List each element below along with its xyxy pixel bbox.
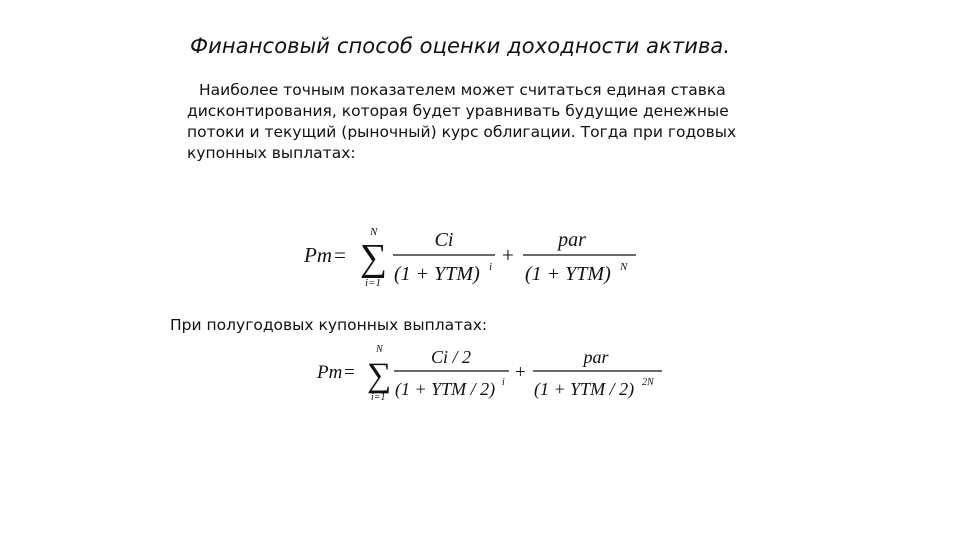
term1-numerator: Ci <box>434 229 454 251</box>
slide-title: Финансовый способ оценки доходности актива. <box>190 34 731 58</box>
term2-numerator: par <box>558 229 586 251</box>
intro-paragraph <box>187 80 777 164</box>
term2-numerator: par <box>583 347 609 367</box>
sum-lower-limit: i=1 <box>371 392 386 403</box>
sum-lower-limit: i=1 <box>365 277 381 289</box>
term1-exponent: i <box>489 261 493 273</box>
sum-upper-limit: N <box>376 344 383 355</box>
term1-denominator: (1 + YTM) <box>394 263 480 285</box>
summation-symbol: ∑ <box>360 237 388 279</box>
term2-exponent: 2N <box>642 377 654 388</box>
paragraph-line: купонных выплатах: <box>187 144 356 162</box>
formula-lhs: Pm <box>304 243 332 267</box>
paragraph-line: дисконтирования, которая будет уравнивать будущие денежные <box>187 102 729 120</box>
paragraph-line: потоки и текущий (рыночный) курс облигации. Тогда при годовых <box>187 123 737 141</box>
term2-denominator: (1 + YTM) <box>525 263 611 285</box>
annual-coupon-formula <box>290 216 660 292</box>
formula-lhs: Pm <box>317 362 343 383</box>
semiannual-heading: При полугодовых купонных выплатах: <box>170 316 488 334</box>
formula-equals: = <box>344 362 355 383</box>
formula-plus: + <box>515 362 526 383</box>
term1-numerator: Ci / 2 <box>430 347 472 367</box>
formula-plus: + <box>502 243 514 267</box>
term1-exponent: i <box>502 377 505 388</box>
summation-symbol: ∑ <box>367 357 392 394</box>
term2-denominator: (1 + YTM / 2) <box>534 379 635 399</box>
semiannual-coupon-formula <box>305 340 685 406</box>
term2-exponent: N <box>620 261 628 273</box>
paragraph-line: Наиболее точным показателем может считаться единая ставка <box>199 81 726 99</box>
term1-denominator: (1 + YTM / 2) <box>395 379 496 399</box>
formula-equals: = <box>334 243 346 267</box>
sum-upper-limit: N <box>370 226 378 238</box>
